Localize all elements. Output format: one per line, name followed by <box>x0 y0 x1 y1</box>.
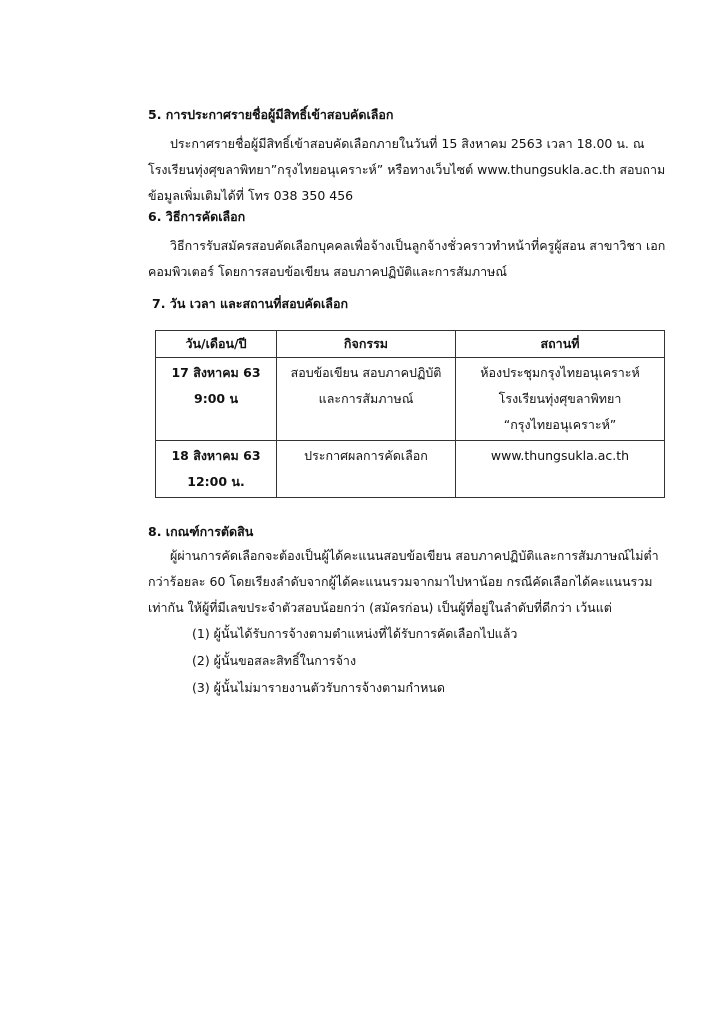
section-6-text-line-2: คอมพิวเตอร์ โดยการสอบข้อเขียน สอบภาคปฏิบัติและการสัมภาษณ์ <box>148 264 507 279</box>
table-header-row <box>156 331 665 358</box>
place-text: โรงเรียนทุ่งศุขลาพิทยา <box>498 391 622 406</box>
activity-text: ประกาศผลการคัดเลือก <box>304 448 428 463</box>
time-text: 12:00 น. <box>187 474 245 489</box>
time-text: 9:00 น <box>194 391 238 406</box>
header-place: สถานที่ <box>456 331 665 358</box>
date-text: 17 สิงหาคม 63 <box>171 365 261 380</box>
section-6-text-line-1: วิธีการรับสมัครสอบคัดเลือกบุคคลเพื่อจ้างเป็นลูกจ้างชั่วคราวทำหน้าที่ครูผู้สอน สาขาวิชา เอก <box>170 238 666 253</box>
place-text: www.thungsukla.ac.th <box>490 448 630 463</box>
list-item: (2) ผู้นั้นขอสละสิทธิ์ในการจ้าง <box>192 653 357 668</box>
header-activity: กิจกรรม <box>277 331 456 358</box>
section-5-text-line-2: โรงเรียนทุ่งศุขลาพิทยา”กรุงไทยอนุเคราะห์” หรือทางเว็บไซต์ www.thungsukla.ac.th สอบถาม <box>148 162 666 177</box>
cell-date <box>156 358 277 441</box>
list-item: (1) ผู้นั้นได้รับการจ้างตามตำแหน่งที่ได้รับการคัดเลือกไปแล้ว <box>192 626 518 641</box>
list-item: (3) ผู้นั้นไม่มารายงานตัวรับการจ้างตามกำหนด <box>192 680 446 695</box>
date-text: 18 สิงหาคม 63 <box>171 448 261 463</box>
header-date: วัน/เดือน/ปี <box>156 331 277 358</box>
cell-place <box>456 358 665 441</box>
table-row <box>156 441 665 498</box>
cell-activity <box>277 441 456 498</box>
section-6-heading: 6. วิธีการคัดเลือก <box>148 209 246 224</box>
section-8-text-line-3: เท่ากัน ให้ผู้ที่มีเลขประจำตัวสอบน้อยกว่า (สมัครก่อน) เป็นผู้ที่อยู่ในลำดับที่ดีกว่า เว้นแต่ <box>148 600 612 615</box>
cell-place <box>456 441 665 498</box>
activity-text: สอบข้อเขียน สอบภาคปฏิบัติ <box>290 365 442 380</box>
cell-date <box>156 441 277 498</box>
place-text: “กรุงไทยอนุเคราะห์” <box>503 417 617 432</box>
exam-schedule-table <box>155 330 665 498</box>
section-5-heading: 5. การประกาศรายชื่อผู้มีสิทธิ์เข้าสอบคัดเลือก <box>148 107 394 122</box>
section-5-text-line-3: ข้อมูลเพิ่มเติมได้ที่ โทร 038 350 456 <box>148 188 354 203</box>
cell-activity <box>277 358 456 441</box>
section-8-text-line-1: ผู้ผ่านการคัดเลือกจะต้องเป็นผู้ได้คะแนนสอบข้อเขียน สอบภาคปฏิบัติและการสัมภาษณ์ไม่ต่ำ <box>170 548 659 563</box>
activity-text: และการสัมภาษณ์ <box>318 391 414 406</box>
section-5-text-line-1: ประกาศรายชื่อผู้มีสิทธิ์เข้าสอบคัดเลือกภายในวันที่ 15 สิงหาคม 2563 เวลา 18.00 น. ณ <box>170 136 645 151</box>
place-text: ห้องประชุมกรุงไทยอนุเคราะห์ <box>480 365 640 380</box>
section-8-heading: 8. เกณฑ์การตัดสิน <box>148 524 254 539</box>
section-7-heading: 7. วัน เวลา และสถานที่สอบคัดเลือก <box>152 296 349 311</box>
table-row <box>156 358 665 441</box>
section-8-text-line-2: กว่าร้อยละ 60 โดยเรียงลำดับจากผู้ได้คะแนนรวมจากมาไปหาน้อย กรณีคัดเลือกได้คะแนนรวม <box>148 574 653 589</box>
